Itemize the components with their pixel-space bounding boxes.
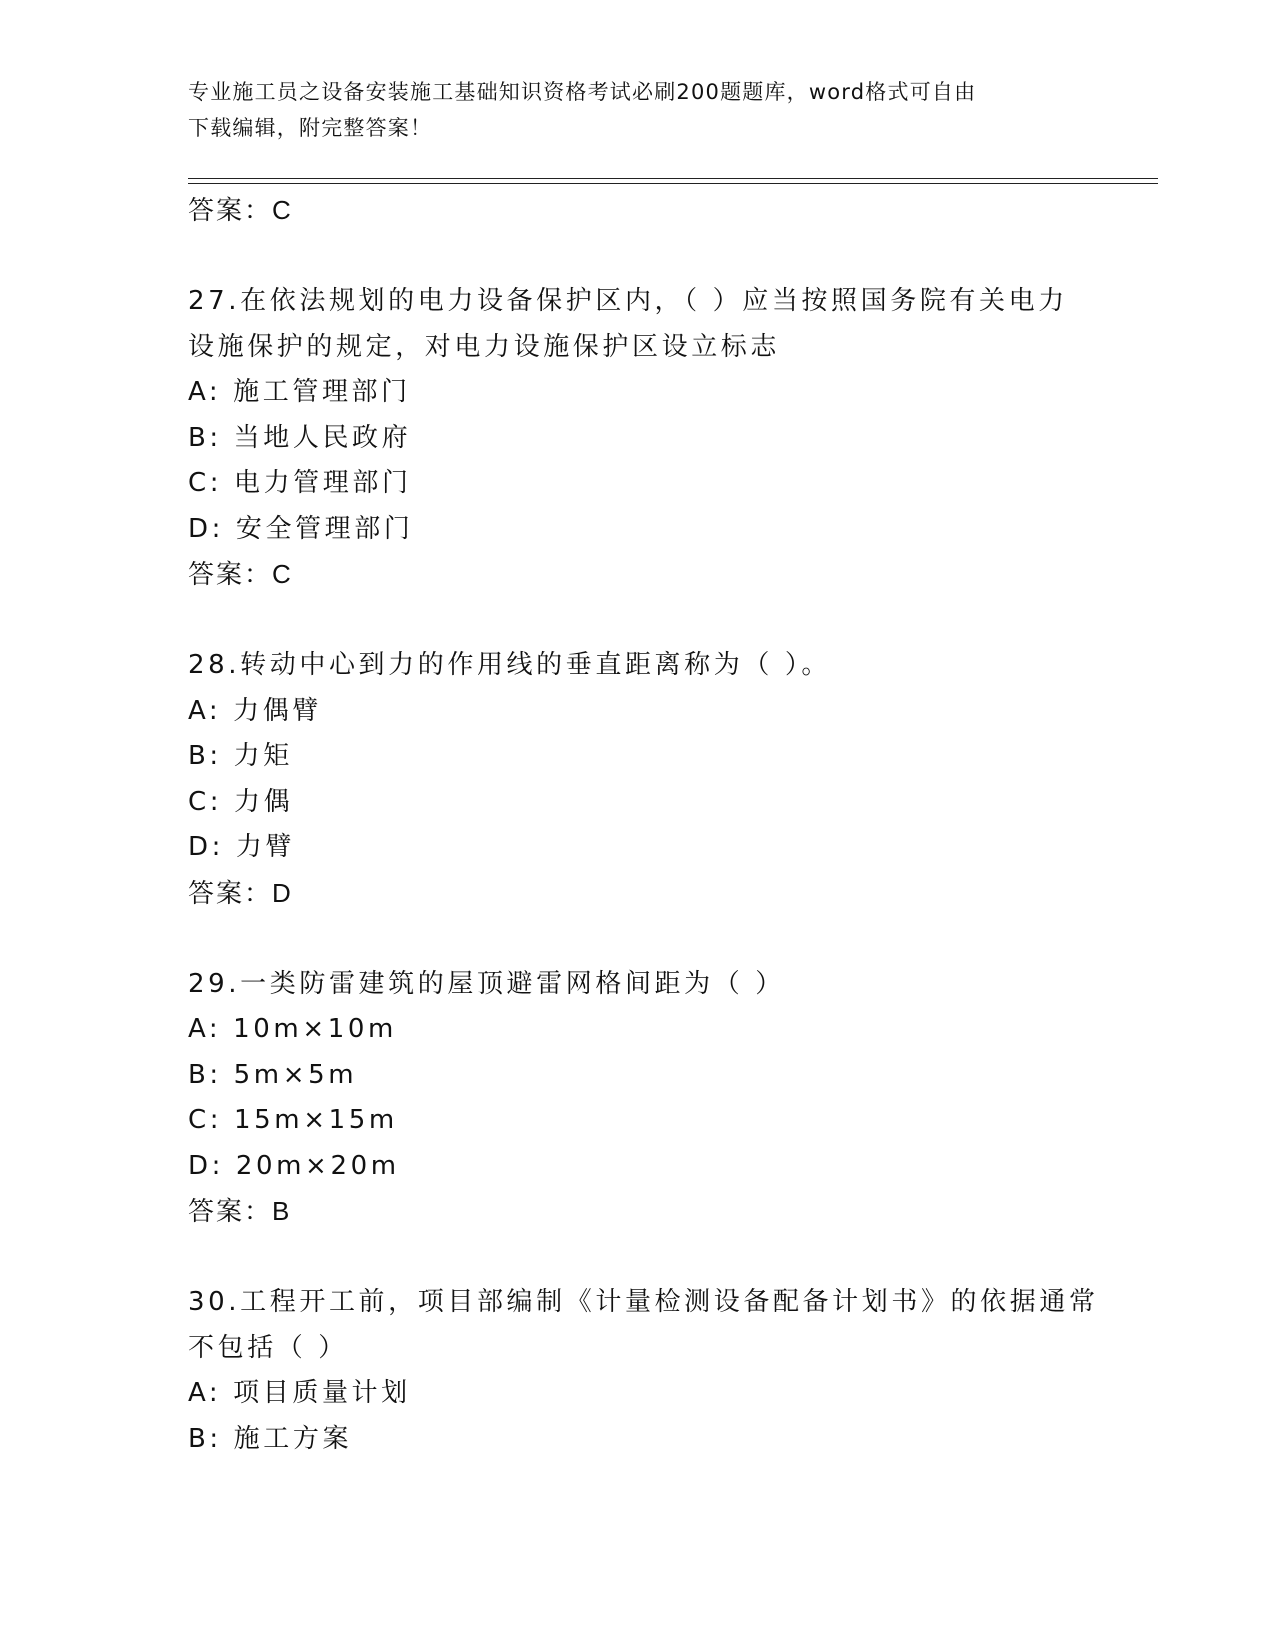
header-divider-bottom (188, 183, 1158, 184)
answer: 答案：D (188, 877, 293, 908)
option-c: C: 15m×15m (188, 1105, 398, 1135)
header-line-2: 下载编辑，附完整答案！ (188, 116, 433, 140)
option-b: B: 当地人民政府 (188, 422, 412, 453)
option-a: A: 力偶臂 (188, 695, 322, 726)
header-line-1: 专业施工员之设备安装施工基础知识资格考试必刷200题题库，word格式可自由 (188, 80, 977, 104)
option-c: C: 力偶 (188, 786, 294, 817)
previous-answer: 答案：C (188, 195, 293, 225)
question-stem-line: 不包括（ ） (188, 1332, 348, 1363)
question-stem-line: 29.一类防雷建筑的屋顶避雷网格间距为（ ） (188, 968, 785, 999)
answer: 答案：C (188, 559, 293, 589)
answer: 答案：B (188, 1196, 292, 1226)
question-stem-line: 设施保护的规定，对电力设施保护区设立标志 (188, 331, 781, 362)
question-stem-line: 28.转动中心到力的作用线的垂直距离称为（ ）。 (188, 650, 832, 680)
question-list (188, 188, 1099, 1462)
question-30 (188, 1280, 1099, 1462)
option-a: A: 10m×10m (188, 1014, 397, 1044)
header-divider-top (188, 178, 1158, 179)
question-27 (188, 279, 1088, 598)
option-b: B: 施工方案 (188, 1423, 353, 1454)
question-29 (188, 962, 1088, 1235)
question-stem-line: 27.在依法规划的电力设备保护区内，（ ）应当按照国务院有关电力 (188, 286, 1068, 316)
question-28 (188, 643, 1088, 916)
option-a: A: 项目质量计划 (188, 1378, 411, 1408)
option-d: D: 安全管理部门 (188, 513, 414, 544)
option-b: B: 力矩 (188, 741, 293, 771)
option-a: A: 施工管理部门 (188, 377, 411, 407)
option-c: C: 电力管理部门 (188, 468, 412, 498)
option-d: D: 20m×20m (188, 1150, 400, 1181)
question-stem-line: 30.工程开工前，项目部编制《计量检测设备配备计划书》的依据通常 (188, 1287, 1099, 1317)
option-b: B: 5m×5m (188, 1059, 358, 1090)
option-d: D: 力臂 (188, 832, 296, 862)
document-header (188, 74, 1068, 146)
